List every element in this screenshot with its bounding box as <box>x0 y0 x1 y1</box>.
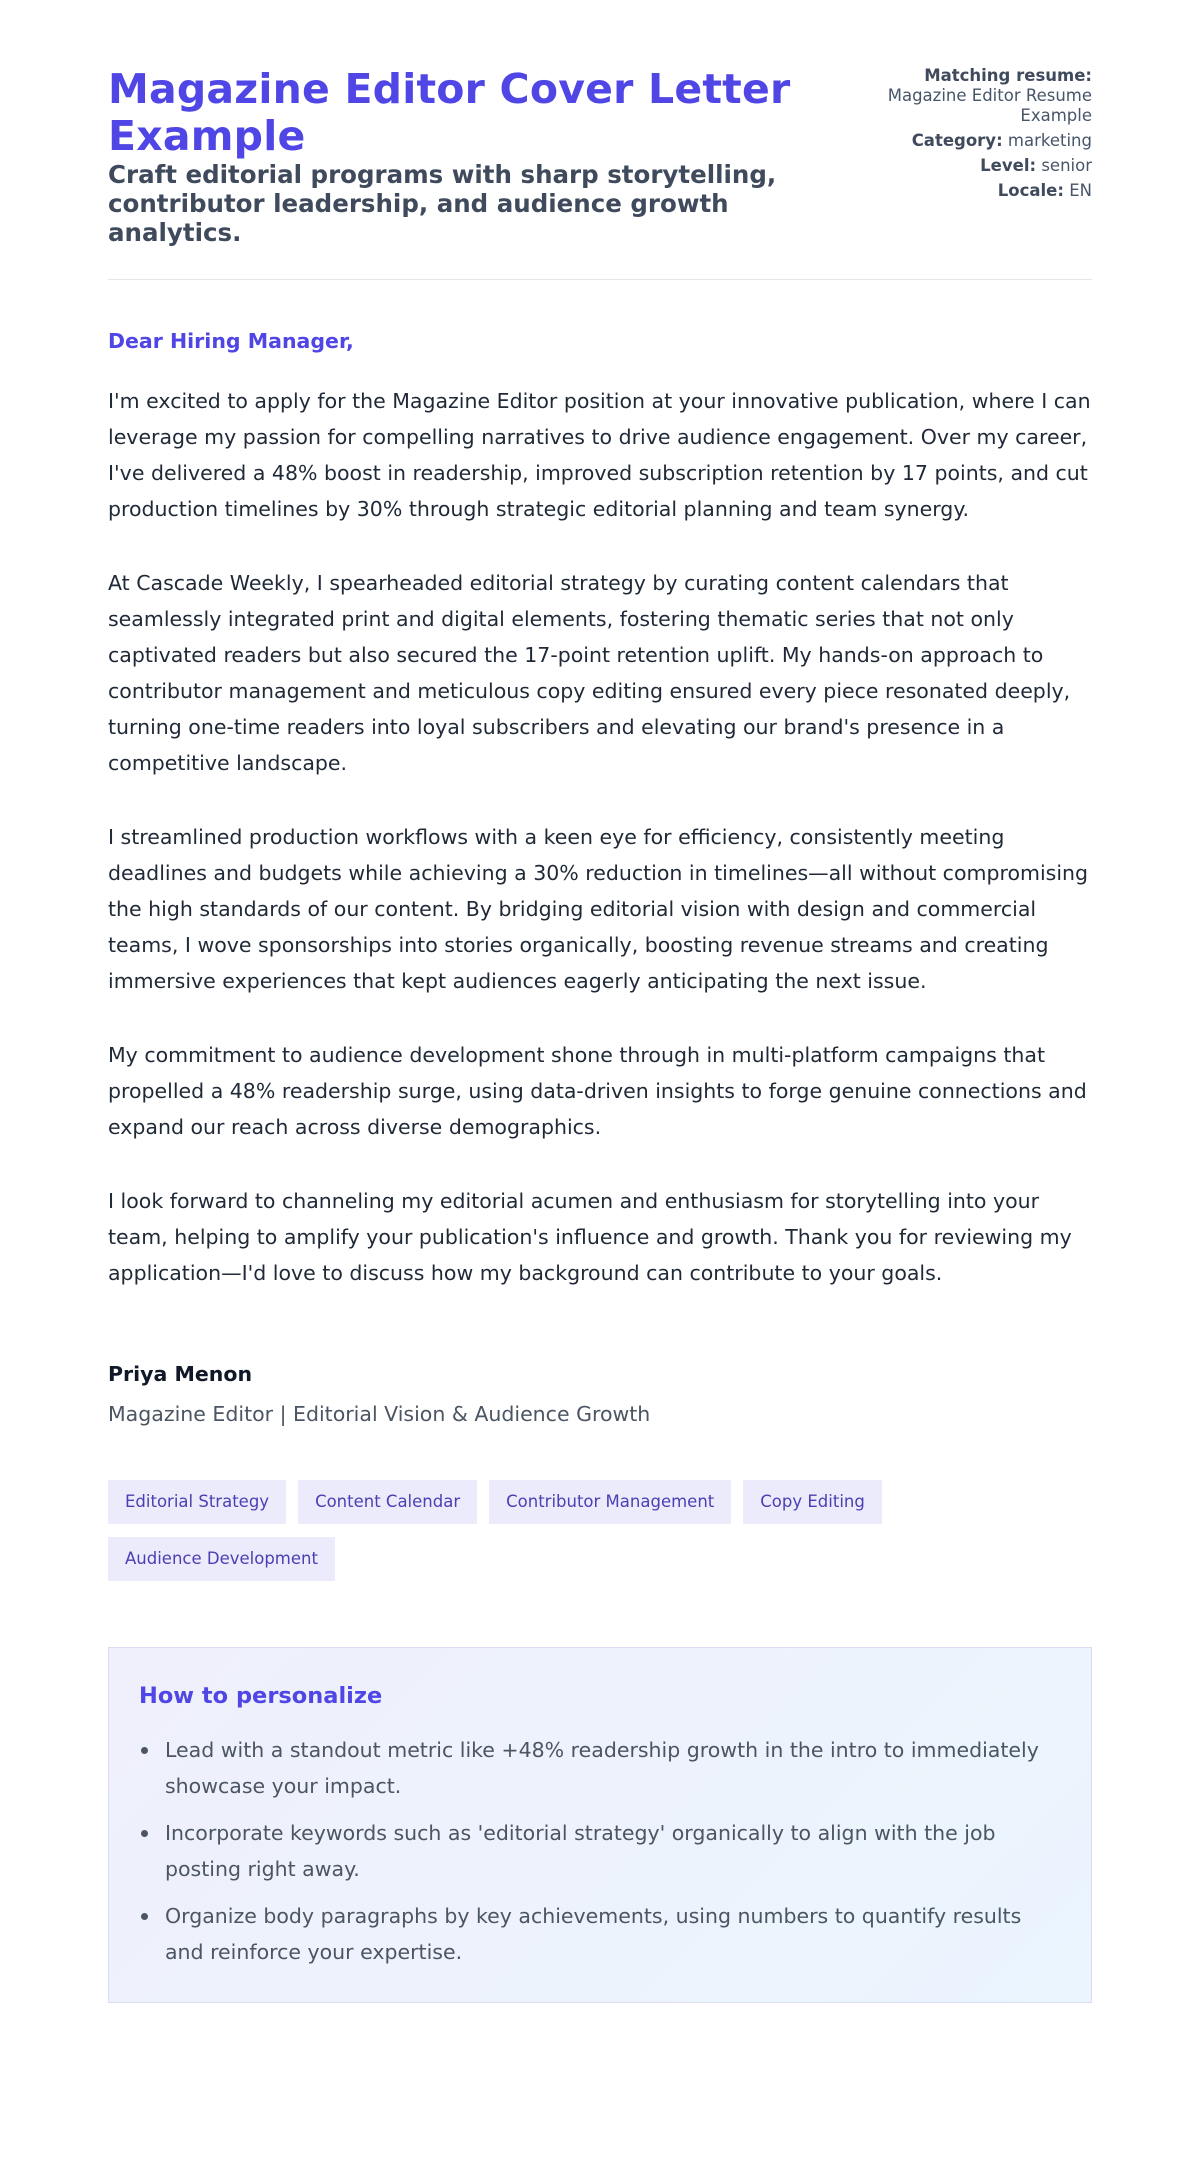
page-subtitle: Craft editorial programs with sharp storytelling, contributor leadership, and audience growth analytics. <box>108 160 777 247</box>
letter-paragraph: At Cascade Weekly, I spearheaded editorial strategy by curating content calendars that seamlessly integrated print and digital elements, fostering thematic series that not only captivated readers but also secured the 17-point retention uplift. My hands-on approach to contributor management and meticulous copy editing ensured every piece resonated deeply, turning one-time readers into loyal subscribers and elevating our brand's presence in a competitive landscape. <box>108 571 1071 775</box>
tips-item-text: Incorporate keywords such as 'editorial strategy' organically to align with the job posting right away. <box>165 1821 996 1881</box>
tips-list-item <box>139 1732 1061 1804</box>
meta-level-value: senior <box>1041 156 1092 175</box>
skill-tag-audience-development[interactable]: Audience Development <box>108 1537 335 1581</box>
signature-title: Magazine Editor | Editorial Vision & Audience Growth <box>108 1402 651 1426</box>
skill-tag-contributor-management[interactable]: Contributor Management <box>489 1480 731 1524</box>
meta-locale-value: EN <box>1069 181 1092 200</box>
tips-item-text: Lead with a standout metric like +48% readership growth in the intro to immediately showcase your impact. <box>165 1738 1039 1798</box>
bullet-icon <box>141 1830 148 1837</box>
skill-tag-content-calendar[interactable]: Content Calendar <box>298 1480 477 1524</box>
letter-paragraph: I look forward to channeling my editorial acumen and enthusiasm for storytelling into your team, helping to amplify your publication's influence and growth. Thank you for reviewing my application—I'd love to discuss how my background can contribute to your goals. <box>108 1189 1072 1285</box>
letter-paragraph: My commitment to audience development shone through in multi-platform campaigns that propelled a 48% readership surge, using data-driven insights to forge genuine connections and expand our reach across diverse demographics. <box>108 1043 1087 1139</box>
cover-letter-page <box>108 0 1092 2059</box>
header-title-block <box>108 66 808 247</box>
meta-category-label: Category: <box>911 131 1003 150</box>
meta-category <box>862 131 1092 151</box>
meta-matching-resume-value: Magazine Editor Resume Example <box>887 86 1092 125</box>
meta-matching-resume-label: Matching resume: <box>924 66 1092 85</box>
signature-block <box>108 1361 1092 1427</box>
meta-category-value: marketing <box>1007 131 1092 150</box>
meta-level <box>862 156 1092 176</box>
personalize-tips-box <box>108 1647 1092 2003</box>
tips-item-text: Organize body paragraphs by key achievements, using numbers to quantify results and reinforce your expertise. <box>165 1904 1022 1964</box>
meta-locale <box>862 181 1092 201</box>
letter-greeting: Dear Hiring Manager, <box>108 329 354 353</box>
skill-tag-editorial-strategy[interactable]: Editorial Strategy <box>108 1480 286 1524</box>
tips-list <box>139 1732 1061 1970</box>
tips-list-item <box>139 1815 1061 1887</box>
letter-body <box>108 383 1092 1291</box>
meta-matching-resume <box>862 66 1092 126</box>
bullet-icon <box>141 1747 148 1754</box>
bullet-icon <box>141 1913 148 1920</box>
page-header <box>108 66 1092 280</box>
meta-info <box>862 66 1092 206</box>
skill-tags <box>108 1480 928 1581</box>
letter-paragraph: I'm excited to apply for the Magazine Editor position at your innovative publication, where I can leverage my passion for compelling narratives to drive audience engagement. Over my career, I've delivered a 48% boost in readership, improved subscription retention by 17 points, and cut production timelines by 30% through strategic editorial planning and team synergy. <box>108 389 1091 521</box>
letter-paragraph: I streamlined production workflows with a keen eye for efficiency, consistently meeting deadlines and budgets while achieving a 30% reduction in timelines—all without compromising the high standards of our content. By bridging editorial vision with design and commercial teams, I wove sponsorships into stories organically, boosting revenue streams and creating immersive experiences that kept audiences eagerly anticipating the next issue. <box>108 825 1089 993</box>
meta-level-label: Level: <box>980 156 1037 175</box>
tips-title: How to personalize <box>139 1683 383 1709</box>
tips-list-item <box>139 1898 1061 1970</box>
page-title: Magazine Editor Cover Letter Example <box>108 65 791 160</box>
signature-name: Priya Menon <box>108 1362 253 1386</box>
skill-tag-copy-editing[interactable]: Copy Editing <box>743 1480 882 1524</box>
meta-locale-label: Locale: <box>997 181 1064 200</box>
